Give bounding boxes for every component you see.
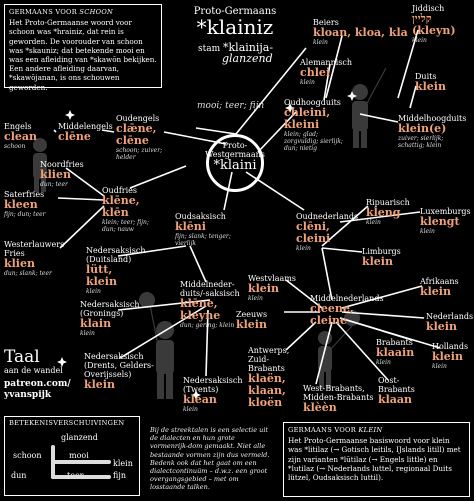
word-form: klein	[420, 285, 451, 298]
lang-label: Middelhoogduits	[398, 114, 467, 123]
lang-label: Hollands	[432, 342, 469, 351]
word-form: kloën	[248, 396, 283, 409]
lang-label: Oudengels	[116, 114, 160, 123]
brand-site-2: yvanspijk	[4, 390, 52, 400]
stem-word: *klainija-	[223, 41, 274, 54]
brand	[4, 348, 71, 401]
node-nedersaksisch-dl	[86, 246, 146, 295]
word-form: klaain	[376, 346, 415, 359]
lang-label: Antwerps,	[248, 346, 290, 355]
word-form: cleine	[310, 314, 348, 327]
lang-label: Brabants	[376, 338, 413, 347]
dialect-note: Bij de streektalen is een selectie uit de dialecten en hun grote vormenrijk-dom gemaakt. Niet alle bestaande vormen zijn dus vermeld. Bedenk ook dat het gaat om een dialectcontinuüm – d.w.z. een groot overgangsgebied – met om losstaande talken.	[150, 426, 270, 492]
lang-label: Nedersaksisch	[84, 352, 144, 361]
gloss-text: klein	[300, 79, 315, 86]
node-oudhoogduits	[284, 98, 346, 152]
lang-label: Fries	[4, 249, 25, 258]
node-oudnederlands	[296, 212, 358, 252]
gloss-text: klein	[80, 330, 95, 337]
word-form: klein	[86, 275, 117, 288]
proto-word: *klainiz	[196, 15, 274, 39]
shift-klein: klein	[113, 459, 133, 469]
lang-label: Nedersaksisch	[183, 376, 243, 385]
node-nederlands	[426, 312, 473, 333]
proto-meaning: mooi; teer; fijn	[197, 101, 265, 111]
node-antwerps	[248, 346, 289, 409]
word-form: cleini	[296, 232, 331, 245]
node-nedersaksisch-gr	[80, 300, 140, 337]
node-afrikaans	[420, 277, 459, 298]
word-form: clēne	[58, 130, 91, 143]
node-oostbrabants	[378, 376, 415, 406]
word-form: clēne	[116, 134, 149, 147]
lang-label: Middelneder-	[180, 280, 235, 289]
gloss-text: klein	[313, 39, 328, 46]
word-form: clēni,	[296, 220, 330, 233]
node-oudsaksisch	[175, 212, 237, 247]
lang-label: (Drents, Gelders-	[84, 361, 154, 370]
lang-label: (Gronings)	[80, 309, 124, 318]
node-oudfries	[102, 186, 164, 233]
node-nedersaksisch-tw	[183, 376, 243, 413]
node-ripuarisch	[366, 198, 410, 226]
branch-line	[196, 128, 236, 134]
word-form: klaan	[378, 393, 413, 406]
sparkle-icon	[65, 110, 75, 120]
west-lang-1: Proto-	[222, 141, 248, 150]
word-form: klēni	[175, 220, 206, 233]
shift-fijn: fijn	[113, 471, 126, 481]
node-noordfries	[40, 160, 84, 188]
west-lang-2: Westgermaans	[205, 150, 265, 159]
proto-germanic-node	[175, 6, 295, 38]
lang-label: Ripuarisch	[366, 198, 410, 207]
node-middelengels	[58, 122, 113, 143]
proto-stem	[198, 43, 298, 65]
lang-label: Midden-Brabants	[303, 393, 374, 402]
gloss-text: klein	[248, 295, 263, 302]
gloss-text: fijn; slank; tenger; vierlijk	[175, 233, 231, 247]
node-middelnedersaksisch	[180, 280, 240, 329]
gloss-text: klein	[86, 288, 101, 295]
brand-title: Taal	[4, 347, 40, 367]
lang-label: Oudsaksisch	[175, 212, 226, 221]
gloss-text: zuiver; sierlijk; schattig; klein	[398, 135, 444, 149]
word-form: kloan, kloa, kla	[313, 26, 408, 39]
word-form: kleen	[4, 198, 38, 211]
word-form: klein	[248, 282, 279, 295]
word-form: kleyne	[180, 309, 221, 322]
lang-label: Zuid-	[248, 355, 270, 364]
word-form: קליין	[412, 12, 432, 25]
figure-with-balloon-top-right	[352, 68, 386, 148]
word-form: lütt,	[86, 263, 113, 276]
lang-label: Overijssels)	[84, 370, 132, 379]
lang-label: (Twents)	[183, 385, 219, 394]
node-limburgs	[362, 247, 401, 268]
node-saterfries	[4, 190, 46, 218]
shift-teer: teer	[67, 471, 84, 481]
lang-label: West-Brabants,	[303, 384, 365, 393]
word-form: kleini	[284, 118, 320, 131]
node-duits	[415, 72, 446, 93]
node-zeeuws	[236, 310, 267, 331]
klein-box-title: GERMAANS VOOR	[288, 426, 359, 434]
branch-line	[54, 130, 56, 132]
word-form: klengt	[420, 215, 460, 228]
gloss-text: klein	[376, 359, 391, 366]
lang-label: Limburgs	[362, 247, 401, 256]
intro-box	[4, 4, 162, 92]
word-form: klein	[415, 80, 446, 93]
lang-label: Zeeuws	[236, 310, 268, 319]
gloss-text: klein; teer; fijn; dun; nauw	[102, 219, 149, 233]
shift-glanzend: glanzend	[61, 433, 98, 443]
lang-label: Afrikaans	[420, 277, 459, 286]
node-westerlauwers	[4, 240, 64, 277]
word-form: klēne,	[180, 297, 218, 310]
branch-line	[322, 248, 332, 300]
branch-line	[130, 166, 186, 188]
lang-label: Alemannisch	[300, 58, 353, 67]
shift-arrows	[9, 429, 137, 495]
word-form: klien	[4, 257, 35, 270]
word-form: klein	[84, 378, 115, 391]
gloss-text: dun; teer	[40, 181, 68, 188]
brand-site-1: patreon.com/	[4, 379, 71, 389]
gloss-text: klein	[296, 245, 311, 252]
word-form: clean	[4, 130, 37, 143]
lang-label: Westerlauwers	[4, 240, 65, 249]
branch-line	[58, 198, 104, 200]
lang-label: Engels	[4, 122, 32, 131]
word-form: cleene,	[310, 302, 354, 315]
gloss-text: klein	[366, 219, 381, 226]
word-form: chlei	[300, 66, 331, 79]
word-form: klein	[426, 320, 457, 333]
lang-label: Saterfries	[4, 190, 45, 199]
word-form: kleng	[366, 206, 401, 219]
word-form: klein(e)	[398, 122, 447, 135]
word-form: klein	[362, 255, 393, 268]
lang-label: Middelengels	[58, 122, 113, 131]
gloss-text: klein	[412, 37, 427, 44]
lang-label: Oudnederlands	[296, 212, 359, 221]
word-form: klein	[236, 318, 267, 331]
lang-label: Nedersaksisch	[80, 300, 140, 309]
meaning-shift-box	[4, 416, 140, 496]
word-form: (kleyn)	[412, 24, 456, 37]
gloss-text: klein	[183, 406, 198, 413]
word-form: klèèn	[303, 401, 337, 414]
klein-box-text: Het Proto-Germaanse basiswoord voor klein was *litilaz (→ Gotisch leitils, IJslands litill) met zijn varianten *lūtilaz (→ Engels little) en *lutilaz (→ Nederlands luttel, regionaal Duits lützel, Oudsaksisch luttil).	[288, 436, 461, 483]
lang-label: (Duitsland)	[86, 255, 132, 264]
node-beiers	[313, 18, 408, 46]
intro-text: Het Proto-Germaanse woord voor schoon was *hrainiz, dat rein is geworden. De voorouder van schoon was *skauniz; dat betekende mooi en was een afleiding van *skawōn bekijken. Een andere afleiding daarvan, *skawōjanan, is ons schouwen geworden.	[9, 18, 157, 92]
node-westbrabants	[303, 384, 373, 414]
shift-schoon: schoon	[13, 451, 42, 461]
brand-subtitle: aan de wandel	[4, 366, 63, 375]
gloss-text: klein	[432, 363, 447, 370]
gloss-text: dun; gering; klein	[180, 322, 235, 329]
proto-lang: Proto-Germaans	[193, 6, 277, 17]
gloss-text: fijn; dun; teer	[4, 211, 46, 218]
word-form: klēn	[102, 206, 129, 219]
word-form: klean	[183, 393, 217, 406]
node-alemannisch	[300, 58, 352, 86]
lang-label: Oost-	[378, 376, 400, 385]
shift-title: BETEKENISVERSCHUIVINGEN	[9, 419, 125, 427]
word-form: klien	[40, 168, 71, 181]
branch-line	[60, 206, 104, 248]
stem-label: stam	[198, 44, 221, 54]
word-form: klain	[80, 317, 112, 330]
klein-box	[283, 422, 470, 497]
stem-gloss: glanzend	[222, 52, 273, 65]
lang-label: Middelnederlands	[310, 294, 384, 303]
klein-box-title-word: KLEIN	[358, 426, 383, 434]
node-brabants	[376, 338, 414, 366]
shift-mooi: mooi	[69, 451, 89, 461]
node-middelnederlands	[310, 294, 384, 327]
gloss-text: klein; glad; zorgvuldig; sierlijk; dun; nietig	[284, 131, 343, 152]
lang-label: Oudfries	[102, 186, 138, 195]
west-word: *klaini	[213, 158, 257, 173]
node-engels	[4, 122, 37, 150]
node-westvlaams	[248, 274, 296, 302]
lang-label: Noordfries	[40, 160, 84, 169]
word-form: chleini,	[284, 106, 331, 119]
word-form: klēne,	[102, 194, 140, 207]
shift-dun: dun	[11, 471, 27, 481]
node-luxemburgs	[420, 207, 471, 235]
lang-label: Jiddisch	[412, 4, 445, 13]
lang-label: Luxemburgs	[420, 207, 471, 216]
node-oudengels	[116, 114, 178, 161]
node-hollands	[432, 342, 468, 370]
lang-label: Westvlaams	[248, 274, 296, 283]
lang-label: Nedersaksisch	[86, 246, 146, 255]
lang-label: Brabants	[248, 364, 285, 373]
west-germanic-node	[195, 141, 275, 173]
lang-label: Brabants	[378, 385, 415, 394]
node-nedersaksisch-dgo	[84, 352, 154, 391]
lang-label: Oudhoogduits	[284, 98, 341, 107]
intro-title: GERMAANS VOOR	[9, 8, 80, 16]
lang-label: duits/-saksisch	[180, 289, 240, 298]
word-form: klaan,	[248, 384, 286, 397]
intro-title-word: SCHOON	[79, 8, 114, 16]
gloss-text: dun; slank; teer	[4, 270, 52, 277]
word-form: klaën,	[248, 372, 286, 385]
lang-label: Nederlands	[426, 312, 474, 321]
gloss-text: klein	[420, 228, 435, 235]
node-middelhoogduits	[398, 114, 466, 149]
lang-label: Beiers	[313, 18, 339, 27]
branch-line	[190, 246, 206, 282]
lang-label: Duits	[415, 72, 437, 81]
gloss-text: schoon	[4, 143, 26, 150]
word-form: klein	[432, 350, 463, 363]
gloss-text: schoon; zuiver; helder	[116, 147, 163, 161]
word-form: clǣne,	[116, 122, 157, 135]
node-jiddisch	[412, 4, 456, 44]
